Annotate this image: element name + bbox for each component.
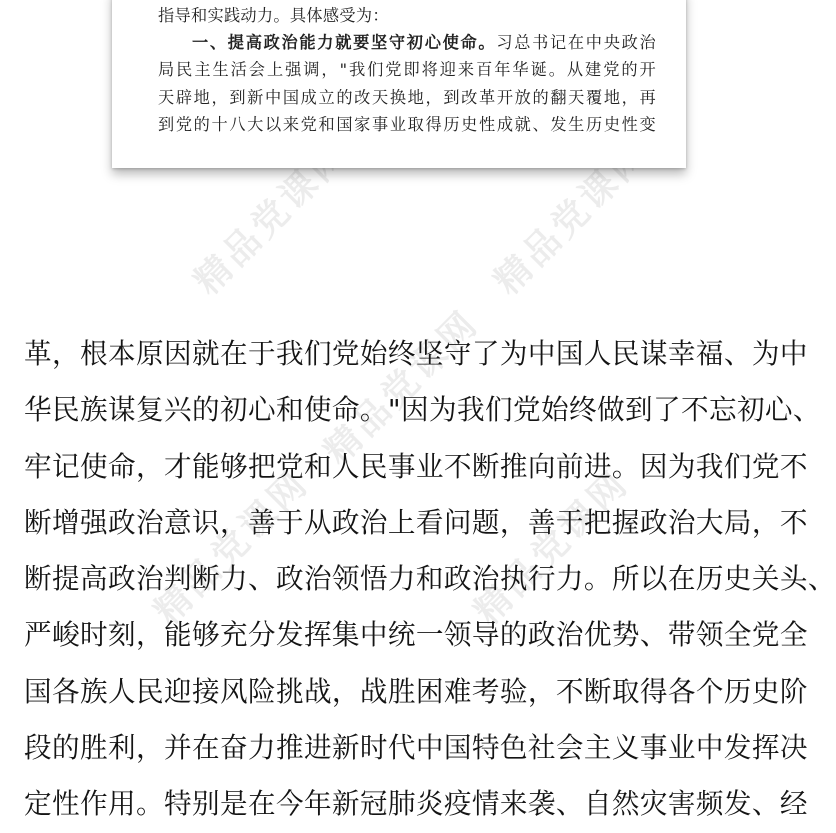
watermark: 精品党课网	[146, 462, 318, 633]
body-line: 断增强政治意识，善于从政治上看问题，善于把握政治大局，不	[24, 505, 808, 539]
body-line: 段的胜利，并在奋力推进新时代中国特色社会主义事业中发挥决	[24, 731, 808, 765]
document-preview-card	[112, 0, 686, 168]
body-text	[24, 326, 836, 833]
body-line: 国各族人民迎接风险挑战，战胜困难考验，不断取得各个历史阶	[24, 674, 808, 708]
preview-line: 天辟地，到新中国成立的改天换地，到改革开放的翻天覆地，再	[158, 87, 656, 107]
watermark: 精品党课网	[186, 132, 358, 303]
preview-line: 局民主生活会上强调，"我们党即将迎来百年华诞。从建党的开	[158, 60, 656, 80]
body-line: 牢记使命，才能够把党和人民事业不断推向前进。因为我们党不	[24, 449, 808, 483]
preview-line: 到党的十八大以来党和国家事业取得历史性成就、发生历史性变	[158, 114, 656, 134]
section-heading: 一、提高政治能力就要坚守初心使命。	[192, 33, 497, 53]
body-line: 定性作用。特别是在今年新冠肺炎疫情来袭、自然灾害频发、经	[24, 787, 808, 821]
preview-line: 指导和实践动力。具体感受为：	[158, 6, 389, 25]
watermark: 精品党课网	[486, 132, 658, 303]
body-line: 革，根本原因就在于我们党始终坚守了为中国人民谋幸福、为中	[24, 337, 808, 370]
watermark: 精品党课网	[466, 462, 638, 633]
body-line: 严峻时刻，能够充分发挥集中统一领导的政治优势、带领全党全	[24, 618, 808, 652]
body-line: 华民族谋复兴的初心和使命。"因为我们党始终做到了不忘初心、	[24, 393, 821, 427]
preview-text	[158, 2, 656, 138]
preview-line-text: 习总书记在中央政治	[496, 33, 656, 53]
preview-line	[158, 29, 656, 56]
watermark: 精品党课网	[316, 302, 488, 473]
body-line: 断提高政治判断力、政治领悟力和政治执行力。所以在历史关头、	[24, 562, 836, 596]
